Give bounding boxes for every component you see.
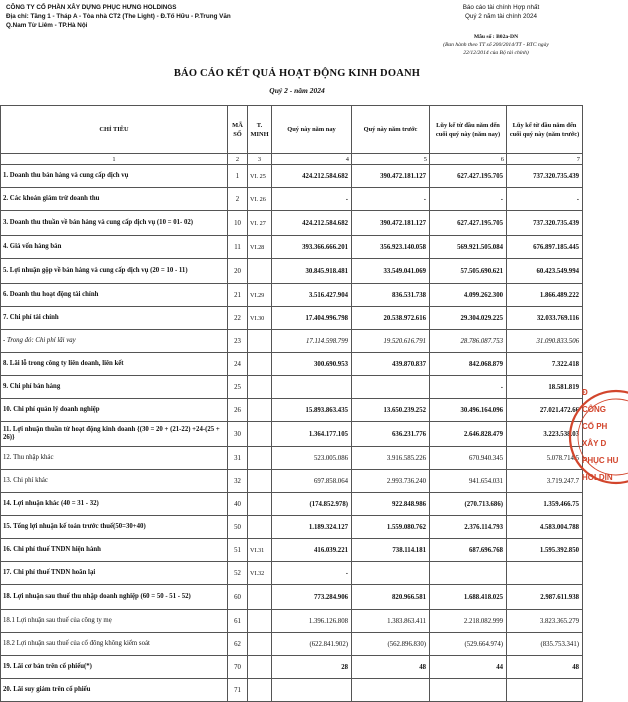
row-last-quarter: 356.923.140.058 [352,236,430,259]
table-row [1,353,583,376]
row-code: 20 [228,259,248,284]
row-ytd-this: - [430,376,507,399]
stamp-text-line: Đ [582,388,588,397]
row-code: 26 [228,399,248,422]
row-ytd-this: 627.427.195.705 [430,211,507,236]
table-row [1,470,583,493]
row-code: 51 [228,539,248,562]
col-header-code: MÃ SỐ [228,106,248,154]
row-last-quarter: 390.472.181.127 [352,211,430,236]
row-ytd-last: 4.583.004.788 [507,516,583,539]
row-ytd-this: (529.664.974) [430,633,507,656]
table-row [1,610,583,633]
income-statement-table [0,105,583,702]
table-header-row [1,106,583,154]
row-code: 21 [228,284,248,307]
row-ytd-last: - [507,188,583,211]
table-row [1,679,583,702]
row-label: 3. Doanh thu thuần về bán hàng và cung cấp dịch vụ (10 = 01- 02) [1,211,228,236]
table-row [1,259,583,284]
row-last-quarter: 20.538.972.616 [352,307,430,330]
table-row [1,376,583,399]
row-note [248,470,272,493]
row-this-quarter [272,376,352,399]
column-number-row [1,154,583,165]
row-label: 8. Lãi lỗ trong công ty liên doanh, liên kết [1,353,228,376]
report-type: Báo cáo tài chính Hợp nhất [462,4,540,11]
row-ytd-this: 44 [430,656,507,679]
row-last-quarter: 3.916.585.226 [352,447,430,470]
row-code: 11 [228,236,248,259]
company-name: CÔNG TY CỔ PHẦN XÂY DỰNG PHỤC HƯNG HOLDINGS [6,4,177,11]
stamp-text-line: CÔNG [582,405,606,414]
row-code: 50 [228,516,248,539]
table-row [1,562,583,585]
row-last-quarter: 636.231.776 [352,422,430,447]
row-last-quarter: 48 [352,656,430,679]
col-header-note: T. MINH [248,106,272,154]
stamp-text-line: PHỤC HU [582,456,619,465]
row-note: VI. 25 [248,165,272,188]
col-number: 2 [228,154,248,165]
col-number: 5 [352,154,430,165]
row-last-quarter [352,679,430,702]
table-row [1,236,583,259]
col-number: 3 [248,154,272,165]
row-ytd-last: 48 [507,656,583,679]
row-label: 18. Lợi nhuận sau thuế thu nhập doanh nghiệp (60 = 50 - 51 - 52) [1,585,228,610]
table-row [1,165,583,188]
row-ytd-last: 5.078.714.5 [507,447,583,470]
col-number: 7 [507,154,583,165]
row-last-quarter [352,376,430,399]
row-label: 16. Chi phí thuế TNDN hiện hành [1,539,228,562]
row-label: 4. Giá vốn hàng bán [1,236,228,259]
table-row [1,399,583,422]
row-code: 10 [228,211,248,236]
row-label: 11. Lợi nhuận thuần từ hoạt động kinh doanh {(30 = 20 + (21-22) +24-(25 + 26)} [1,422,228,447]
table-row [1,422,583,447]
row-ytd-last: 1.359.466.75 [507,493,583,516]
table-row [1,307,583,330]
row-last-quarter: - [352,188,430,211]
row-code: 1 [228,165,248,188]
row-label: 5. Lợi nhuận gộp về bán hàng và cung cấp dịch vụ (20 = 10 - 11) [1,259,228,284]
row-ytd-last: 2.987.611.938 [507,585,583,610]
row-ytd-this: 941.654.031 [430,470,507,493]
table-row [1,447,583,470]
table-row [1,539,583,562]
row-ytd-this: - [430,188,507,211]
row-note [248,610,272,633]
row-note [248,656,272,679]
row-ytd-this: 2.646.828.479 [430,422,507,447]
row-ytd-this: 2.218.082.999 [430,610,507,633]
row-code: 32 [228,470,248,493]
row-this-quarter: 17.404.996.798 [272,307,352,330]
company-address-line1: Địa chỉ: Tầng 1 - Tháp A - Tòa nhà CT2 (The Light) - Đ.Tố Hữu - P.Trung Văn [6,13,231,20]
table-row [1,330,583,353]
row-note [248,422,272,447]
form-note-line2: 22/12/2014 của Bộ tài chính) [463,50,529,56]
row-ytd-this: 842.068.879 [430,353,507,376]
row-code: 23 [228,330,248,353]
row-ytd-this: 2.376.114.793 [430,516,507,539]
table-row [1,516,583,539]
row-ytd-last: 3.823.365.279 [507,610,583,633]
row-note [248,679,272,702]
col-number: 4 [272,154,352,165]
row-note: VI. 27 [248,211,272,236]
row-this-quarter: 393.366.666.201 [272,236,352,259]
row-last-quarter: 738.114.181 [352,539,430,562]
row-ytd-this: 687.696.768 [430,539,507,562]
form-note-line1: (Ban hành theo TT số 200/2014/TT - BTC ngày [443,42,549,48]
row-ytd-this: 57.505.690.621 [430,259,507,284]
row-this-quarter: 1.364.177.105 [272,422,352,447]
col-number: 6 [430,154,507,165]
row-note [248,376,272,399]
row-this-quarter: 15.893.863.435 [272,399,352,422]
row-this-quarter: 300.690.953 [272,353,352,376]
row-last-quarter: 2.993.736.240 [352,470,430,493]
report-period: Quý 2 năm tài chính 2024 [464,13,538,20]
row-last-quarter: 1.559.080.762 [352,516,430,539]
row-last-quarter: (562.896.830) [352,633,430,656]
row-code: 31 [228,447,248,470]
row-note [248,493,272,516]
row-code: 61 [228,610,248,633]
row-code: 25 [228,376,248,399]
row-ytd-last: 1.595.392.850 [507,539,583,562]
row-code: 22 [228,307,248,330]
row-label: 13. Chi phí khác [1,470,228,493]
row-this-quarter: 424.212.584.682 [272,165,352,188]
row-label: 1. Doanh thu bán hàng và cung cấp dịch vụ [1,165,228,188]
row-this-quarter: 3.516.427.904 [272,284,352,307]
row-last-quarter: 836.531.738 [352,284,430,307]
row-ytd-this: 670.940.345 [430,447,507,470]
report-subtitle: Quý 2 - năm 2024 [269,86,325,95]
row-ytd-last: 32.033.769.116 [507,307,583,330]
row-note [248,259,272,284]
stamp-text-line: XÂY D [582,439,607,448]
col-number: 1 [1,154,228,165]
row-ytd-this: 28.786.087.753 [430,330,507,353]
row-ytd-last: 3.223.538.03 [507,422,583,447]
row-note [248,585,272,610]
row-ytd-last: 676.897.185.445 [507,236,583,259]
row-ytd-last: (835.753.341) [507,633,583,656]
row-code: 30 [228,422,248,447]
row-ytd-last: 27.021.472.66 [507,399,583,422]
row-this-quarter: 523.005.086 [272,447,352,470]
row-ytd-last: 737.320.735.439 [507,165,583,188]
table-row [1,633,583,656]
row-this-quarter: (174.852.978) [272,493,352,516]
row-label: 7. Chi phí tài chính [1,307,228,330]
row-this-quarter: 697.858.064 [272,470,352,493]
row-this-quarter: 1.189.324.127 [272,516,352,539]
row-label: 19. Lãi cơ bản trên cổ phiếu(*) [1,656,228,679]
row-last-quarter: 13.650.239.252 [352,399,430,422]
table-row [1,493,583,516]
row-this-quarter: 28 [272,656,352,679]
row-ytd-this: 29.304.029.225 [430,307,507,330]
row-last-quarter: 1.383.863.411 [352,610,430,633]
row-code: 52 [228,562,248,585]
row-this-quarter: - [272,562,352,585]
row-label: 2. Các khoản giảm trừ doanh thu [1,188,228,211]
table-row [1,188,583,211]
row-note [248,516,272,539]
row-label: 12. Thu nhập khác [1,447,228,470]
row-code: 70 [228,656,248,679]
row-label: - Trong đó: Chi phí lãi vay [1,330,228,353]
col-header-this-quarter: Quý này năm nay [272,106,352,154]
row-note [248,633,272,656]
row-this-quarter: 1.396.126.808 [272,610,352,633]
col-header-ytd-this: Lũy kế từ đầu năm đến cuối quý này (năm nay) [430,106,507,154]
row-ytd-last: 60.423.549.994 [507,259,583,284]
row-note [248,330,272,353]
row-last-quarter: 922.848.986 [352,493,430,516]
row-ytd-last: 1.866.489.222 [507,284,583,307]
row-note: VI.29 [248,284,272,307]
row-ytd-this: 627.427.195.705 [430,165,507,188]
row-last-quarter: 390.472.181.127 [352,165,430,188]
company-address-line2: Q.Nam Từ Liêm - TP.Hà Nội [6,22,88,29]
form-code: Mẫu số : B02a-DN [473,34,519,40]
row-label: 10. Chi phí quản lý doanh nghiệp [1,399,228,422]
row-note [248,353,272,376]
row-this-quarter: 416.039.221 [272,539,352,562]
row-code: 62 [228,633,248,656]
row-ytd-last: 3.719.247.7 [507,470,583,493]
row-ytd-this [430,562,507,585]
row-this-quarter: 30.845.918.481 [272,259,352,284]
row-code: 2 [228,188,248,211]
row-label: 18.2 Lợi nhuận sau thuế của cổ đông không kiểm soát [1,633,228,656]
table-row [1,656,583,679]
row-label: 17. Chi phí thuế TNDN hoãn lại [1,562,228,585]
col-header-item: CHỈ TIÊU [1,106,228,154]
row-ytd-this: 1.688.418.025 [430,585,507,610]
row-note [248,447,272,470]
stamp-text-line: HOLDIN [582,473,613,482]
row-note: VI.28 [248,236,272,259]
row-ytd-last: 737.320.735.439 [507,211,583,236]
col-header-last-quarter: Quý này năm trước [352,106,430,154]
row-note: VI. 26 [248,188,272,211]
row-last-quarter [352,562,430,585]
row-last-quarter: 33.549.041.069 [352,259,430,284]
row-code: 71 [228,679,248,702]
row-this-quarter: (622.841.902) [272,633,352,656]
row-note [248,399,272,422]
row-label: 18.1 Lợi nhuận sau thuế của công ty mẹ [1,610,228,633]
row-note: VI.30 [248,307,272,330]
stamp-text-line: CỔ PH [582,422,608,431]
table-row [1,284,583,307]
row-ytd-last: 31.090.833.506 [507,330,583,353]
row-ytd-this [430,679,507,702]
row-ytd-last [507,679,583,702]
row-label: 15. Tổng lợi nhuận kế toán trước thuế(50=30+40) [1,516,228,539]
row-last-quarter: 820.966.581 [352,585,430,610]
row-label: 14. Lợi nhuận khác (40 = 31 - 32) [1,493,228,516]
row-this-quarter: 424.212.584.682 [272,211,352,236]
row-code: 24 [228,353,248,376]
row-this-quarter: 17.114.598.799 [272,330,352,353]
col-header-ytd-last: Lũy kế từ đầu năm đến cuối quý này (năm trước) [507,106,583,154]
row-ytd-this: 4.099.262.300 [430,284,507,307]
row-label: 6. Doanh thu hoạt động tài chính [1,284,228,307]
row-ytd-last [507,562,583,585]
row-ytd-this: 569.921.505.084 [430,236,507,259]
company-header [6,3,231,30]
row-note: VI.32 [248,562,272,585]
row-note: VI.31 [248,539,272,562]
row-this-quarter [272,679,352,702]
table-row [1,211,583,236]
row-code: 60 [228,585,248,610]
row-last-quarter: 19.520.616.791 [352,330,430,353]
row-last-quarter: 439.870.837 [352,353,430,376]
row-ytd-this: 30.496.164.096 [430,399,507,422]
row-this-quarter: - [272,188,352,211]
table-row [1,585,583,610]
row-label: 9. Chi phí bán hàng [1,376,228,399]
row-code: 40 [228,493,248,516]
report-title: BÁO CÁO KẾT QUẢ HOẠT ĐỘNG KINH DOANH [173,68,421,79]
row-ytd-this: (270.713.686) [430,493,507,516]
form-reference [416,33,576,57]
row-ytd-last: 18.581.819 [507,376,583,399]
row-label: 20. Lãi suy giảm trên cổ phiếu [1,679,228,702]
report-header [426,3,576,21]
row-this-quarter: 773.284.906 [272,585,352,610]
row-ytd-last: 7.322.418 [507,353,583,376]
